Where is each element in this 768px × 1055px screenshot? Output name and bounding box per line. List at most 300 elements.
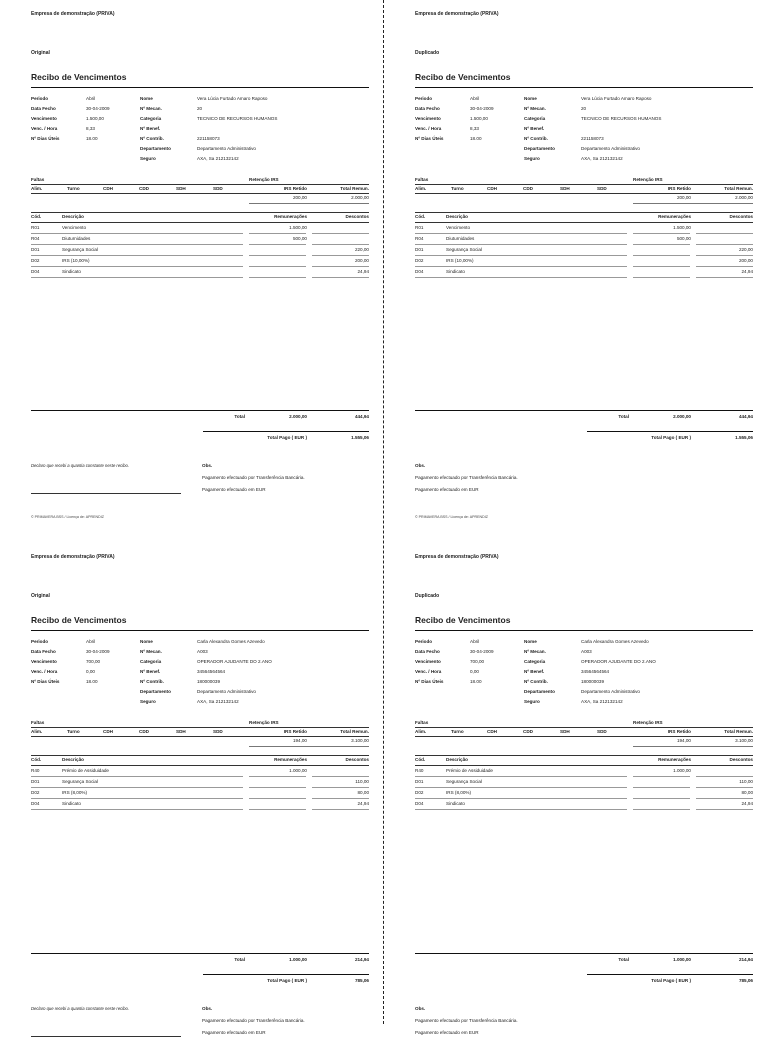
row-underline: [415, 787, 627, 788]
line-discount: 200,00: [738, 258, 753, 263]
faltas-values: [31, 194, 369, 202]
faltas-header: [415, 176, 753, 184]
value-total-remun: 3.100,00: [351, 738, 369, 743]
table-row: [415, 257, 753, 267]
value-data-fecho: 30-04-2009: [470, 106, 494, 111]
table-row: [31, 268, 369, 278]
line-description: Prémio de Assiduidade: [62, 768, 109, 773]
value-dias-uteis: 18.00: [86, 679, 98, 684]
info-row: [31, 136, 369, 146]
col-descontos: Descontos: [345, 757, 369, 762]
row-underline: [696, 277, 753, 278]
info-row: [31, 659, 369, 669]
info-row: [31, 116, 369, 126]
row-underline: [415, 798, 627, 799]
label-retencao: Retenção IRS: [633, 720, 663, 725]
line-description: IRS (10,00%): [446, 258, 474, 263]
obs-line-1: Pagamento efectuado por Transferência Bancária.: [202, 1018, 305, 1023]
faltas-rule: [249, 746, 369, 747]
line-discount: 220,00: [354, 247, 369, 252]
label-nome: Nome: [140, 639, 153, 644]
line-code: R01: [415, 225, 424, 230]
row-underline: [312, 798, 369, 799]
pago-rule: [587, 974, 753, 975]
label-categoria: Categoria: [140, 116, 162, 121]
row-underline: [633, 233, 690, 234]
row-underline: [312, 809, 369, 810]
value-mecan: 20: [581, 106, 587, 111]
value-vencimento: 1.500,00: [86, 116, 104, 121]
label-total-pago: Total Pago ( EUR ): [267, 435, 307, 440]
label-benef: Nº Benef.: [524, 669, 545, 674]
line-description: IRS (10,00%): [62, 258, 90, 263]
value-periodo: Abril: [470, 96, 480, 101]
label-retencao: Retenção IRS: [633, 177, 663, 182]
info-row: [415, 689, 753, 699]
value-mecan: A003: [197, 649, 208, 654]
payslip: [415, 543, 753, 1055]
value-total-desc: 214,94: [738, 957, 753, 962]
col-cdh: CDH: [103, 729, 113, 734]
row-underline: [312, 277, 369, 278]
value-contrib: 221158073: [197, 136, 220, 141]
line-remuneration: 500,00: [676, 236, 691, 241]
value-irs-retido: 194,00: [292, 738, 307, 743]
info-row: [31, 669, 369, 679]
col-sdh: SDH: [560, 186, 570, 191]
line-remuneration: 1.000,00: [673, 768, 691, 773]
row-underline: [249, 266, 306, 267]
row-underline: [249, 798, 306, 799]
payslip: [31, 543, 369, 1055]
value-contrib: 180000039: [197, 679, 220, 684]
totals-row: [415, 413, 753, 422]
label-vencimento: Vencimento: [31, 659, 57, 664]
line-discount: 24,94: [741, 801, 753, 806]
value-irs-retido: 200,00: [676, 195, 691, 200]
info-row: [415, 699, 753, 709]
value-vencimento: 700,00: [470, 659, 485, 664]
value-periodo: Abril: [86, 96, 96, 101]
lines-header: [31, 755, 369, 766]
info-row: [31, 649, 369, 659]
value-data-fecho: 30-04-2009: [86, 649, 110, 654]
row-underline: [696, 809, 753, 810]
value-venc-hora: 8,33: [470, 126, 479, 131]
row-underline: [249, 255, 306, 256]
table-row: [31, 257, 369, 267]
label-seguro: Seguro: [140, 699, 156, 704]
company-name: Empresa de demonstração (PRIVA): [415, 554, 499, 560]
row-underline: [31, 255, 243, 256]
label-retencao: Retenção IRS: [249, 177, 279, 182]
info-row: [415, 679, 753, 689]
faltas-header: [415, 719, 753, 727]
label-faltas: Faltas: [415, 720, 429, 725]
row-underline: [696, 776, 753, 777]
col-cdh: CDH: [487, 186, 497, 191]
line-description: Vencimento: [62, 225, 87, 230]
row-underline: [633, 776, 690, 777]
line-code: D02: [415, 258, 424, 263]
col-cdd: CDD: [139, 186, 149, 191]
row-underline: [31, 787, 243, 788]
value-seguro: AXA, Sa 212132142: [581, 699, 623, 704]
info-row: [415, 136, 753, 146]
label-vencimento: Vencimento: [415, 659, 441, 664]
label-faltas: Faltas: [415, 177, 429, 182]
obs-line-1: Pagamento efectuado por Transferência Bancária.: [202, 475, 305, 480]
label-total-pago: Total Pago ( EUR ): [267, 978, 307, 983]
table-row: [31, 789, 369, 799]
obs-line-2: Pagamento efectuado em EUR: [202, 1030, 266, 1035]
info-row: [31, 689, 369, 699]
table-row: [415, 246, 753, 256]
value-departamento: Departamento Administrativo: [581, 689, 640, 694]
payslip: [415, 0, 753, 519]
value-mecan: 20: [197, 106, 203, 111]
value-departamento: Departamento Administrativo: [197, 689, 256, 694]
col-alim: Alim.: [415, 729, 427, 734]
info-row: [31, 699, 369, 709]
title-rule: [31, 87, 369, 88]
value-venc-hora: 0,00: [470, 669, 479, 674]
line-code: D01: [31, 779, 40, 784]
faltas-columns: [415, 727, 753, 737]
label-venc-hora: Venc. / Hora: [415, 669, 442, 674]
line-remuneration: 1.000,00: [289, 768, 307, 773]
page-divider: [383, 0, 384, 1024]
totals-row: [415, 956, 753, 965]
label-data-fecho: Data Fecho: [31, 106, 56, 111]
line-code: D04: [415, 269, 424, 274]
col-cdd: CDD: [139, 729, 149, 734]
value-seguro: AXA, Sa 212132142: [197, 699, 239, 704]
value-total-rem: 1.000,00: [673, 957, 691, 962]
row-underline: [31, 233, 243, 234]
table-row: [31, 246, 369, 256]
line-description: Segurança Social: [62, 779, 99, 784]
col-total-remun: Total Remun.: [340, 729, 369, 734]
label-total: Total: [234, 414, 245, 419]
label-departamento: Departamento: [140, 146, 171, 151]
label-mecan: Nº Mecan.: [524, 106, 546, 111]
col-sdd: SDD: [597, 186, 607, 191]
value-total-pago: 785,06: [354, 978, 369, 983]
faltas-values: [415, 194, 753, 202]
col-irs-retido: IRS Retido: [667, 729, 691, 734]
faltas-columns: [31, 727, 369, 737]
line-description: Diuturnidades: [446, 236, 475, 241]
col-descricao: Descrição: [446, 757, 468, 762]
value-total-desc: 444,94: [354, 414, 369, 419]
label-contrib: Nº Contrib.: [524, 136, 548, 141]
label-total: Total: [618, 414, 629, 419]
table-row: [415, 235, 753, 245]
value-venc-hora: 8,33: [86, 126, 95, 131]
col-sdd: SDD: [597, 729, 607, 734]
label-nome: Nome: [524, 96, 537, 101]
line-code: D01: [415, 779, 424, 784]
value-categoria: OPERADOR AJUDANTE DO 2.ANO: [581, 659, 656, 664]
info-row: [415, 669, 753, 679]
value-dias-uteis: 18.00: [86, 136, 98, 141]
row-underline: [312, 255, 369, 256]
row-underline: [415, 255, 627, 256]
value-data-fecho: 30-04-2009: [470, 649, 494, 654]
label-total: Total: [618, 957, 629, 962]
line-description: Sindicato: [62, 269, 81, 274]
value-departamento: Departamento Administrativo: [581, 146, 640, 151]
table-row: [31, 778, 369, 788]
label-venc-hora: Venc. / Hora: [31, 669, 58, 674]
line-code: D04: [415, 801, 424, 806]
faltas-rule: [633, 203, 753, 204]
document-title: Recibo de Vencimentos: [31, 72, 127, 82]
row-underline: [415, 233, 627, 234]
line-code: R40: [31, 768, 40, 773]
value-categoria: OPERADOR AJUDANTE DO 2.ANO: [197, 659, 272, 664]
value-periodo: Abril: [86, 639, 96, 644]
value-total-desc: 214,94: [354, 957, 369, 962]
company-name: Empresa de demonstração (PRIVA): [415, 11, 499, 17]
label-seguro: Seguro: [524, 156, 540, 161]
col-turno: Turno: [67, 186, 80, 191]
license-footer: © PRIMAVERA BSS / Licença de: APRENDIZ: [31, 515, 104, 519]
pago-rule: [203, 974, 369, 975]
total-pago-row: [415, 434, 753, 443]
value-total-remun: 2.000,00: [735, 195, 753, 200]
line-discount: 80,00: [357, 790, 369, 795]
row-underline: [415, 266, 627, 267]
value-total-pago: 785,06: [738, 978, 753, 983]
line-description: Diuturnidades: [62, 236, 91, 241]
value-nome: Carla Alexandra Gomes Azevedo: [197, 639, 265, 644]
row-underline: [31, 798, 243, 799]
signature-line: [31, 1036, 181, 1037]
value-total-pago: 1.555,06: [735, 435, 753, 440]
row-underline: [31, 776, 243, 777]
row-underline: [696, 255, 753, 256]
row-underline: [696, 266, 753, 267]
value-seguro: AXA, Sa 212132142: [581, 156, 623, 161]
table-row: [31, 800, 369, 810]
declaration-text: Declaro que recebi a quantia constante neste recibo.: [31, 1006, 130, 1011]
value-total-rem: 1.000,00: [289, 957, 307, 962]
label-faltas: Faltas: [31, 720, 45, 725]
obs-label: Obs.: [415, 1006, 426, 1011]
value-contrib: 221158073: [581, 136, 604, 141]
obs-line-2: Pagamento efectuado em EUR: [415, 1030, 479, 1035]
col-alim: Alim.: [31, 186, 43, 191]
col-remuneracoes: Remunerações: [274, 757, 307, 762]
label-benef: Nº Benef.: [524, 126, 545, 131]
row-underline: [249, 233, 306, 234]
license-footer: © PRIMAVERA BSS / Licença de: APRENDIZ: [415, 515, 488, 519]
faltas-values: [31, 737, 369, 745]
value-benef: 34564564564: [581, 669, 610, 674]
info-row: [415, 106, 753, 116]
table-row: [415, 268, 753, 278]
col-descricao: Descrição: [446, 214, 468, 219]
totals-row: [31, 413, 369, 422]
value-data-fecho: 30-04-2009: [86, 106, 110, 111]
value-venc-hora: 0,00: [86, 669, 95, 674]
line-code: D04: [31, 269, 40, 274]
table-row: [415, 800, 753, 810]
value-total-rem: 2.000,00: [673, 414, 691, 419]
label-benef: Nº Benef.: [140, 126, 161, 131]
value-total-remun: 2.000,00: [351, 195, 369, 200]
document-title: Recibo de Vencimentos: [31, 615, 127, 625]
line-description: Prémio de Assiduidade: [446, 768, 493, 773]
col-cdh: CDH: [487, 729, 497, 734]
document-title: Recibo de Vencimentos: [415, 615, 511, 625]
line-description: Sindicato: [62, 801, 81, 806]
label-dias-uteis: Nº Dias Úteis: [415, 679, 444, 684]
col-cod: Cód.: [31, 757, 42, 762]
col-total-remun: Total Remun.: [724, 186, 753, 191]
label-categoria: Categoria: [524, 659, 546, 664]
info-row: [415, 146, 753, 156]
col-remuneracoes: Remunerações: [658, 214, 691, 219]
faltas-rule: [249, 203, 369, 204]
line-description: Sindicato: [446, 269, 465, 274]
label-categoria: Categoria: [524, 116, 546, 121]
col-cdd: CDD: [523, 186, 533, 191]
value-irs-retido: 200,00: [292, 195, 307, 200]
faltas-rule: [633, 746, 753, 747]
col-descricao: Descrição: [62, 757, 84, 762]
lines-header: [31, 212, 369, 223]
label-retencao: Retenção IRS: [249, 720, 279, 725]
line-code: R40: [415, 768, 424, 773]
value-contrib: 180000039: [581, 679, 604, 684]
label-periodo: Periodo: [415, 639, 433, 644]
label-data-fecho: Data Fecho: [415, 649, 440, 654]
total-pago-row: [415, 977, 753, 986]
label-total-pago: Total Pago ( EUR ): [651, 435, 691, 440]
line-discount: 200,00: [354, 258, 369, 263]
label-nome: Nome: [140, 96, 153, 101]
label-nome: Nome: [524, 639, 537, 644]
document-title: Recibo de Vencimentos: [415, 72, 511, 82]
total-rule: [31, 953, 369, 954]
label-seguro: Seguro: [524, 699, 540, 704]
label-dias-uteis: Nº Dias Úteis: [415, 136, 444, 141]
row-underline: [312, 776, 369, 777]
value-total-rem: 2.000,00: [289, 414, 307, 419]
total-pago-row: [31, 434, 369, 443]
row-underline: [696, 244, 753, 245]
row-underline: [696, 787, 753, 788]
row-underline: [633, 277, 690, 278]
line-discount: 110,00: [739, 779, 753, 784]
obs-line-1: Pagamento efectuado por Transferência Bancária.: [415, 475, 518, 480]
col-sdh: SDH: [176, 729, 186, 734]
lines-header: [415, 212, 753, 223]
row-underline: [415, 776, 627, 777]
col-descontos: Descontos: [729, 214, 753, 219]
line-remuneration: 1.500,00: [673, 225, 691, 230]
line-discount: 220,00: [738, 247, 753, 252]
table-row: [415, 224, 753, 234]
col-descontos: Descontos: [345, 214, 369, 219]
info-row: [415, 649, 753, 659]
info-row: [31, 146, 369, 156]
info-row: [31, 106, 369, 116]
declaration-text: Declaro que recebi a quantia constante neste recibo.: [31, 463, 130, 468]
row-underline: [696, 233, 753, 234]
line-code: D02: [31, 790, 40, 795]
line-remuneration: 500,00: [292, 236, 307, 241]
label-total-pago: Total Pago ( EUR ): [651, 978, 691, 983]
col-irs-retido: IRS Retido: [283, 186, 307, 191]
row-underline: [415, 809, 627, 810]
row-underline: [31, 277, 243, 278]
value-nome: Vera Lúcia Furtado Amaro Raposo: [581, 96, 652, 101]
value-irs-retido: 194,00: [676, 738, 691, 743]
info-row: [415, 659, 753, 669]
company-name: Empresa de demonstração (PRIVA): [31, 554, 115, 560]
row-underline: [696, 798, 753, 799]
total-pago-row: [31, 977, 369, 986]
value-vencimento: 1.500,00: [470, 116, 488, 121]
table-row: [415, 789, 753, 799]
value-dias-uteis: 18.00: [470, 679, 482, 684]
row-underline: [249, 776, 306, 777]
line-description: Segurança Social: [62, 247, 99, 252]
label-departamento: Departamento: [524, 689, 555, 694]
line-code: D02: [415, 790, 424, 795]
copy-label: Duplicado: [415, 50, 440, 56]
total-rule: [415, 953, 753, 954]
total-rule: [31, 410, 369, 411]
col-sdh: SDH: [560, 729, 570, 734]
pago-rule: [203, 431, 369, 432]
row-underline: [312, 244, 369, 245]
signature-line: [31, 493, 181, 494]
label-departamento: Departamento: [140, 689, 171, 694]
col-sdd: SDD: [213, 729, 223, 734]
line-remuneration: 1.500,00: [289, 225, 307, 230]
label-data-fecho: Data Fecho: [415, 106, 440, 111]
value-dias-uteis: 18.00: [470, 136, 482, 141]
row-underline: [312, 233, 369, 234]
faltas-header: [31, 176, 369, 184]
label-contrib: Nº Contrib.: [140, 136, 164, 141]
row-underline: [312, 266, 369, 267]
line-discount: 24,94: [357, 801, 369, 806]
line-code: R01: [31, 225, 40, 230]
row-underline: [249, 244, 306, 245]
info-row: [415, 126, 753, 136]
obs-label: Obs.: [415, 463, 426, 468]
label-total: Total: [234, 957, 245, 962]
line-description: Sindicato: [446, 801, 465, 806]
line-discount: 110,00: [355, 779, 369, 784]
row-underline: [249, 787, 306, 788]
label-mecan: Nº Mecan.: [140, 106, 162, 111]
row-underline: [633, 798, 690, 799]
title-rule: [415, 630, 753, 631]
title-rule: [31, 630, 369, 631]
col-total-remun: Total Remun.: [340, 186, 369, 191]
row-underline: [633, 787, 690, 788]
line-code: R04: [31, 236, 40, 241]
faltas-columns: [31, 184, 369, 194]
row-underline: [633, 255, 690, 256]
